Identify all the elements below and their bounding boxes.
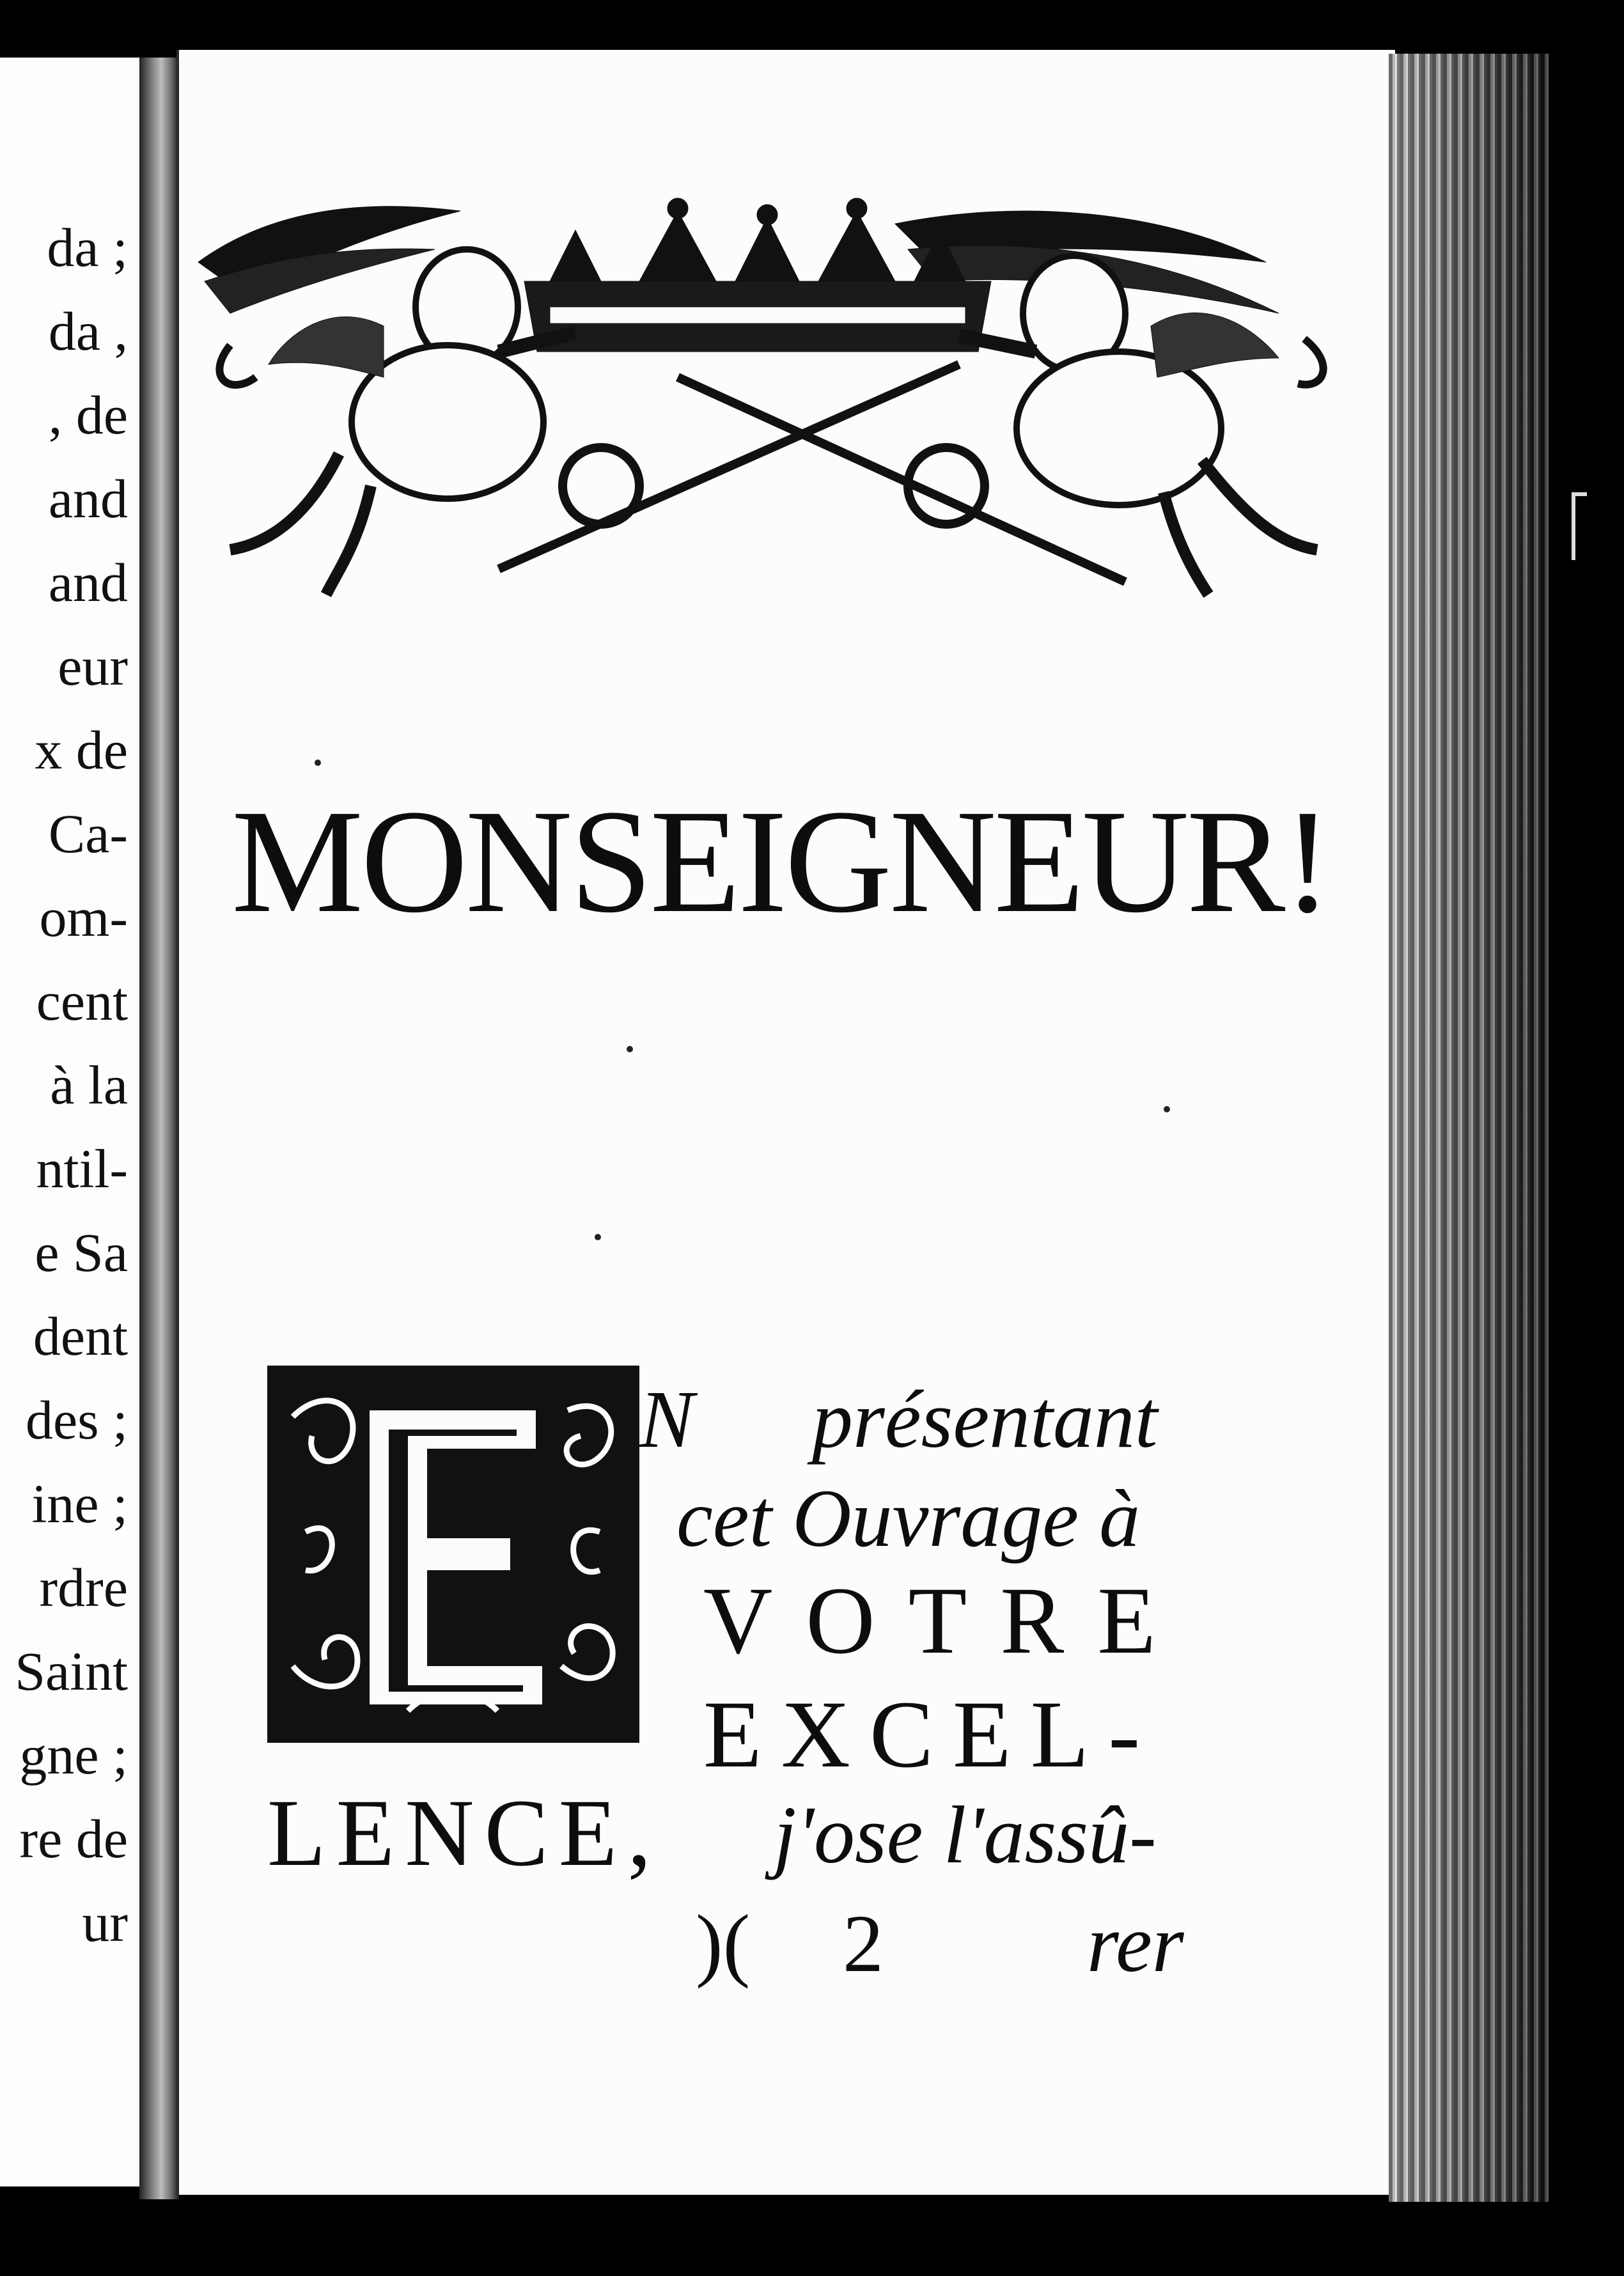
left-line: ur — [82, 1892, 128, 1953]
signature-mark: )( — [696, 1898, 751, 1989]
fore-edge-shadow — [1389, 54, 1549, 2202]
left-line: à la — [50, 1054, 128, 1116]
decorated-initial-E — [267, 1366, 639, 1743]
body-line-4: EXCEL- — [703, 1681, 1160, 1788]
edge-mark — [1572, 492, 1587, 560]
left-line: re de — [19, 1808, 128, 1869]
left-line: cent — [36, 970, 128, 1032]
left-line: x de — [35, 719, 128, 781]
print-dot — [315, 760, 321, 766]
signature-number: 2 — [843, 1898, 884, 1989]
left-line: da ; — [47, 217, 128, 278]
book-gutter — [139, 58, 179, 2199]
left-line: om- — [39, 887, 128, 948]
left-line: Saint — [15, 1641, 128, 1702]
left-line: ntil- — [36, 1138, 128, 1199]
left-line: da , — [48, 300, 128, 362]
left-line: and — [48, 552, 128, 613]
left-line: ine ; — [31, 1473, 128, 1534]
left-line: gne ; — [19, 1724, 128, 1786]
left-line: eur — [58, 635, 128, 697]
page-heading: MONSEIGNEUR! — [231, 779, 1330, 944]
print-dot — [1164, 1106, 1170, 1112]
body-line-5-start: LENCE, — [267, 1780, 662, 1886]
left-line: e Sa — [35, 1222, 128, 1283]
body-line-1-end: présentant — [812, 1374, 1158, 1465]
body-line-1-start: N — [639, 1374, 694, 1465]
print-dot — [595, 1234, 601, 1240]
left-line: and — [48, 468, 128, 529]
print-dot — [627, 1046, 633, 1052]
left-page-text — [0, 206, 128, 1965]
catchword: rer — [1087, 1898, 1184, 1989]
cherubs-crown-ornament — [192, 185, 1349, 620]
left-line: Ca- — [48, 803, 128, 864]
left-line: , de — [48, 384, 128, 446]
body-line-3: VOTRE — [703, 1568, 1189, 1674]
left-line: des ; — [25, 1389, 128, 1451]
body-line-2: cet Ouvrage à — [676, 1473, 1141, 1564]
left-page — [0, 58, 143, 2186]
body-line-5-end: j'ose l'assû- — [774, 1789, 1157, 1880]
left-line: dent — [33, 1306, 128, 1367]
left-line: rdre — [39, 1557, 128, 1618]
